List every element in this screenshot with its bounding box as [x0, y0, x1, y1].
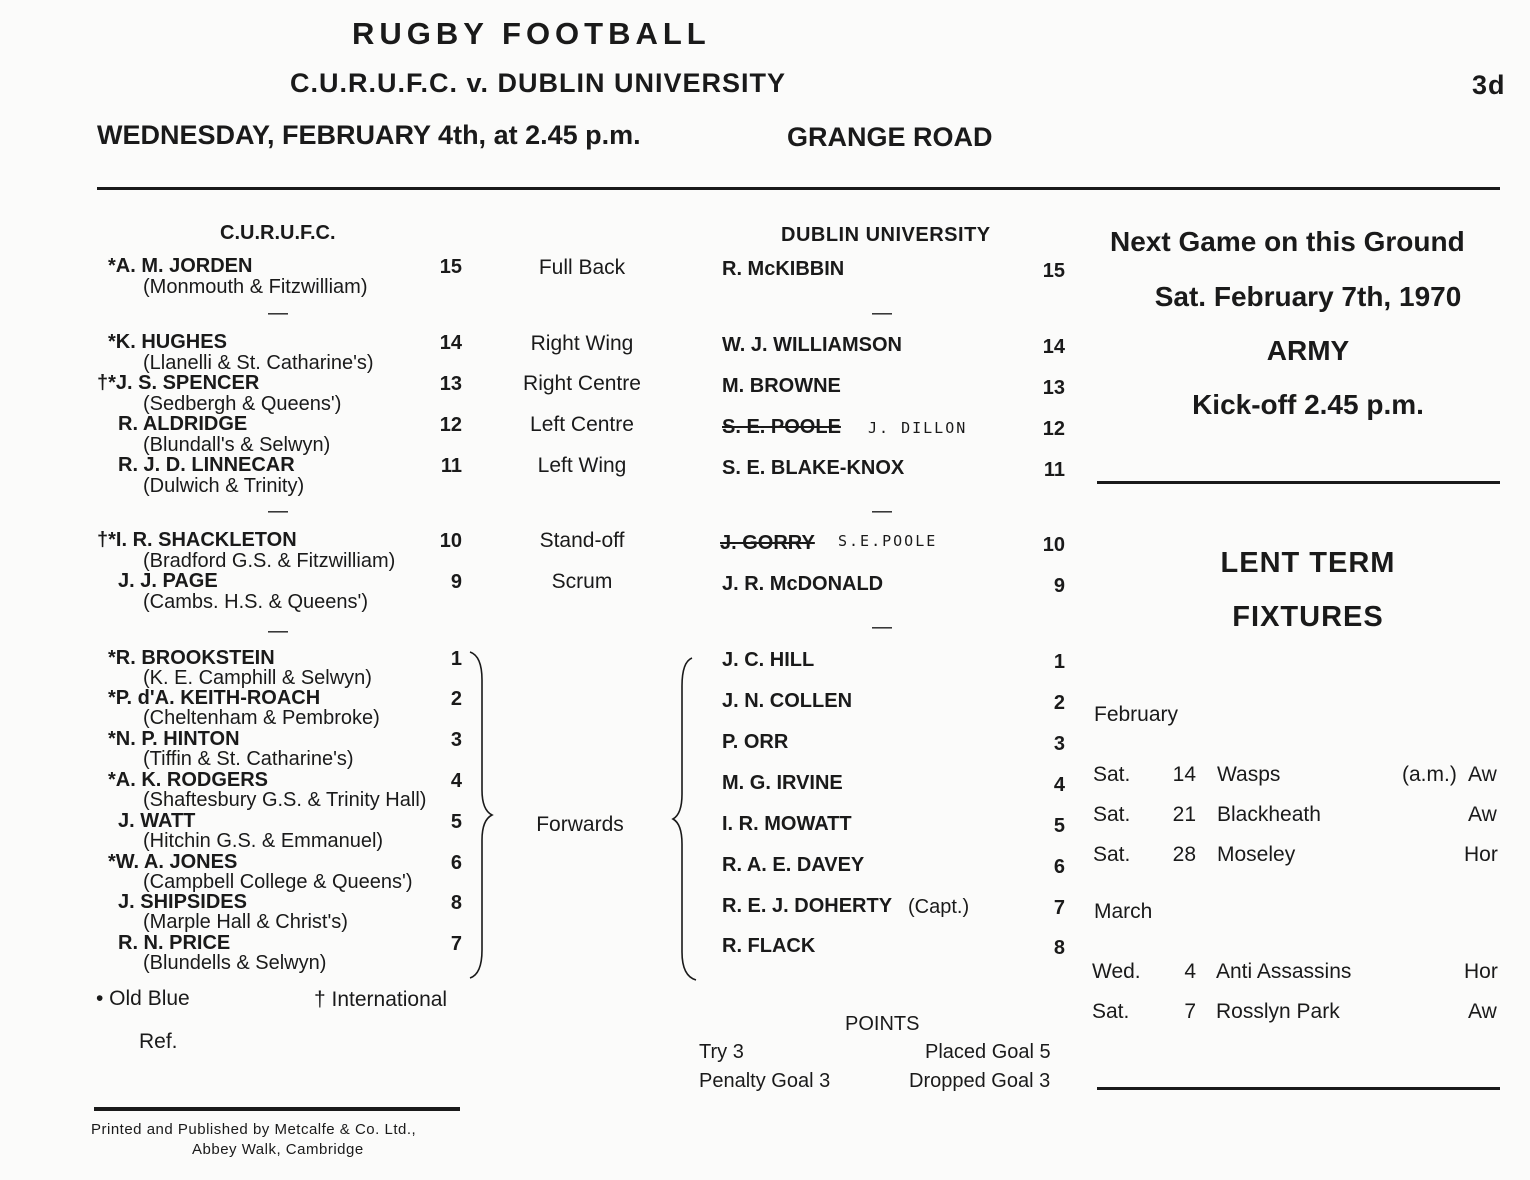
position-forwards: Forwards [536, 813, 624, 836]
fixture-day: Sat. [1092, 1000, 1130, 1023]
programme-title: RUGBY FOOTBALL [352, 16, 711, 51]
fixture-date: 21 [1172, 803, 1196, 826]
handwritten-replacement: J. DILLON [868, 419, 968, 437]
home-player-number: 6 [450, 852, 462, 874]
home-player-school: (Sedbergh & Queens') [143, 393, 342, 415]
home-player-name: R. J. D. LINNECAR [118, 454, 295, 476]
fixture-venue: Aw [1468, 763, 1497, 786]
fixtures-title-1: LENT TERM [1220, 547, 1396, 579]
position-left-wing: Left Wing [537, 454, 627, 477]
home-player-school: (Llanelli & St. Catharine's) [143, 352, 374, 374]
away-player-name: R. A. E. DAVEY [722, 854, 865, 876]
away-player-name: M. BROWNE [722, 375, 841, 397]
away-player-number: 6 [1053, 856, 1065, 878]
header-rule [97, 187, 1500, 190]
printer-line-1: Printed and Published by Metcalfe & Co. Ltd., [91, 1121, 417, 1138]
away-player-number: 14 [1042, 336, 1065, 358]
fixture-day: Sat. [1093, 763, 1131, 786]
legend-international: † International [314, 988, 448, 1011]
away-player-name: R. FLACK [722, 935, 816, 957]
home-player-name: *K. HUGHES [108, 331, 227, 353]
captain-marker: (Capt.) [908, 896, 970, 918]
fixture-day: Wed. [1092, 960, 1141, 983]
position-scrum: Scrum [551, 570, 613, 593]
home-player-name: *A. M. JORDEN [108, 255, 253, 277]
home-player-number: 8 [450, 892, 462, 914]
next-game-rule [1097, 481, 1500, 484]
away-player-name: M. G. IRVINE [722, 772, 843, 794]
home-player-name: J. WATT [118, 810, 196, 832]
fixture-date: 28 [1172, 843, 1196, 866]
home-player-school: (Cheltenham & Pembroke) [143, 707, 380, 729]
home-player-school: (Hitchin G.S. & Emmanuel) [143, 830, 384, 852]
home-player-school: (Dulwich & Trinity) [143, 475, 305, 497]
away-player-number: 7 [1053, 897, 1065, 919]
fixture-opponent: Rosslyn Park [1216, 1000, 1340, 1023]
home-player-number: 2 [450, 688, 462, 710]
divider-dash: — [872, 302, 892, 324]
fixture-venue: Aw [1468, 1000, 1497, 1023]
home-player-school: (Marple Hall & Christ's) [143, 911, 348, 933]
away-player-number: 11 [1043, 459, 1065, 481]
printer-rule [94, 1107, 460, 1111]
home-player-name: *W. A. JONES [108, 851, 238, 873]
legend-old-blue: • Old Blue [96, 987, 190, 1010]
away-player-name: R. E. J. DOHERTY [722, 895, 893, 917]
home-player-number: 13 [439, 373, 462, 395]
handwritten-replacement: S.E.POOLE [838, 532, 938, 550]
next-game-kickoff: Kick-off 2.45 p.m. [1192, 389, 1424, 420]
away-player-name-struck: S. E. POOLE [722, 416, 841, 438]
home-player-school: (Cambs. H.S. & Queens') [143, 591, 368, 613]
away-player-number: 12 [1042, 418, 1065, 440]
away-player-name-struck: J. GORRY [720, 532, 815, 554]
fixture-opponent: Moseley [1217, 843, 1296, 866]
away-player-number: 2 [1053, 692, 1065, 714]
home-player-number: 5 [450, 811, 462, 833]
fixture-day: Sat. [1093, 803, 1131, 826]
home-player-school: (Blundall's & Selwyn) [143, 434, 331, 456]
fixture-date: 14 [1172, 763, 1196, 786]
away-player-name: R. McKIBBIN [722, 258, 845, 280]
away-player-name: S. E. BLAKE-KNOX [722, 457, 905, 479]
divider-dash: — [268, 302, 288, 324]
divider-dash: — [872, 616, 892, 638]
position-left-centre: Left Centre [530, 413, 634, 436]
home-player-name: *A. K. RODGERS [108, 769, 269, 791]
price-fragment: 3d [1472, 70, 1506, 100]
home-player-number: 12 [439, 414, 462, 436]
away-forwards-brace [670, 656, 700, 982]
match-datetime: WEDNESDAY, FEBRUARY 4th, at 2.45 p.m. [97, 120, 641, 150]
position-full-back: Full Back [538, 256, 626, 279]
home-player-name: R. N. PRICE [118, 932, 231, 954]
fixture-venue: Aw [1468, 803, 1497, 826]
home-player-school: (Shaftesbury G.S. & Trinity Hall) [143, 789, 427, 811]
fixture-venue: Hor [1464, 843, 1498, 866]
away-player-number: 10 [1042, 534, 1065, 556]
away-player-number: 1 [1053, 651, 1065, 673]
home-player-number: 1 [450, 648, 462, 670]
points-penalty-goal: Penalty Goal 3 [699, 1070, 831, 1092]
home-player-number: 3 [450, 729, 462, 751]
home-player-number: 10 [439, 530, 462, 552]
match-title: C.U.R.U.F.C. v. DUBLIN UNIVERSITY [290, 68, 787, 98]
away-player-name: I. R. MOWATT [722, 813, 852, 835]
away-player-number: 9 [1053, 575, 1065, 597]
away-player-name: P. ORR [722, 731, 789, 753]
away-player-number: 15 [1042, 260, 1065, 282]
points-dropped-goal: Dropped Goal 3 [909, 1070, 1051, 1092]
home-player-number: 9 [450, 571, 462, 593]
home-player-school: (Tiffin & St. Catharine's) [143, 748, 354, 770]
home-player-number: 4 [450, 770, 462, 792]
fixture-opponent: Wasps [1217, 763, 1281, 786]
away-player-number: 5 [1053, 815, 1065, 837]
away-player-name: J. C. HILL [722, 649, 815, 671]
points-title: POINTS [845, 1013, 920, 1035]
fixture-date: 4 [1184, 960, 1196, 983]
divider-dash: — [872, 500, 892, 522]
away-player-number: 4 [1053, 774, 1065, 796]
home-player-name: *P. d'A. KEITH-ROACH [108, 687, 321, 709]
away-player-name: W. J. WILLIAMSON [722, 334, 902, 356]
fixture-opponent: Anti Assassins [1216, 960, 1352, 983]
home-player-number: 14 [439, 332, 462, 354]
position-right-wing: Right Wing [530, 332, 634, 355]
away-player-name: J. N. COLLEN [722, 690, 853, 712]
home-player-name: *N. P. HINTON [108, 728, 240, 750]
points-try: Try 3 [699, 1041, 744, 1063]
next-game-heading: Next Game on this Ground [1110, 226, 1465, 257]
home-player-name: J. J. PAGE [118, 570, 218, 592]
home-player-name: R. ALDRIDGE [118, 413, 248, 435]
position-stand-off: Stand-off [539, 529, 625, 552]
referee-label: Ref. [139, 1030, 178, 1053]
away-player-number: 3 [1053, 733, 1065, 755]
fixtures-month: February [1094, 703, 1179, 726]
home-player-number: 7 [450, 933, 462, 955]
divider-dash: — [268, 620, 288, 642]
points-placed-goal: Placed Goal 5 [925, 1041, 1051, 1063]
position-right-centre: Right Centre [523, 372, 641, 395]
away-team-title: DUBLIN UNIVERSITY [781, 224, 991, 246]
home-player-name: *R. BROOKSTEIN [108, 647, 275, 669]
match-venue: GRANGE ROAD [787, 122, 993, 152]
fixtures-month: March [1094, 900, 1153, 923]
fixture-opponent: Blackheath [1217, 803, 1321, 826]
home-player-school: (Monmouth & Fitzwilliam) [143, 276, 368, 298]
home-player-number: 11 [440, 455, 462, 477]
fixture-note: (a.m.) [1402, 763, 1457, 786]
away-player-number: 13 [1042, 377, 1065, 399]
home-player-school: (Blundells & Selwyn) [143, 952, 327, 974]
home-player-school: (Bradford G.S. & Fitzwilliam) [143, 550, 396, 572]
away-player-name: J. R. McDONALD [722, 573, 884, 595]
next-game-date: Sat. February 7th, 1970 [1154, 281, 1462, 312]
fixtures-title-2: FIXTURES [1232, 601, 1384, 633]
away-player-number: 8 [1053, 937, 1065, 959]
home-player-school: (Campbell College & Queens') [143, 871, 413, 893]
home-team-title: C.U.R.U.F.C. [220, 222, 336, 244]
printer-line-2: Abbey Walk, Cambridge [192, 1141, 364, 1158]
home-player-name: J. SHIPSIDES [118, 891, 247, 913]
home-player-school: (K. E. Camphill & Selwyn) [143, 667, 372, 689]
home-player-name: †*I. R. SHACKLETON [97, 529, 297, 551]
home-player-number: 15 [439, 256, 462, 278]
divider-dash: — [268, 500, 288, 522]
fixture-date: 7 [1184, 1000, 1196, 1023]
fixture-venue: Hor [1464, 960, 1498, 983]
fixture-day: Sat. [1093, 843, 1131, 866]
next-game-opponent: ARMY [1266, 335, 1350, 366]
home-player-name: †*J. S. SPENCER [97, 372, 260, 394]
fixtures-rule [1097, 1087, 1500, 1090]
